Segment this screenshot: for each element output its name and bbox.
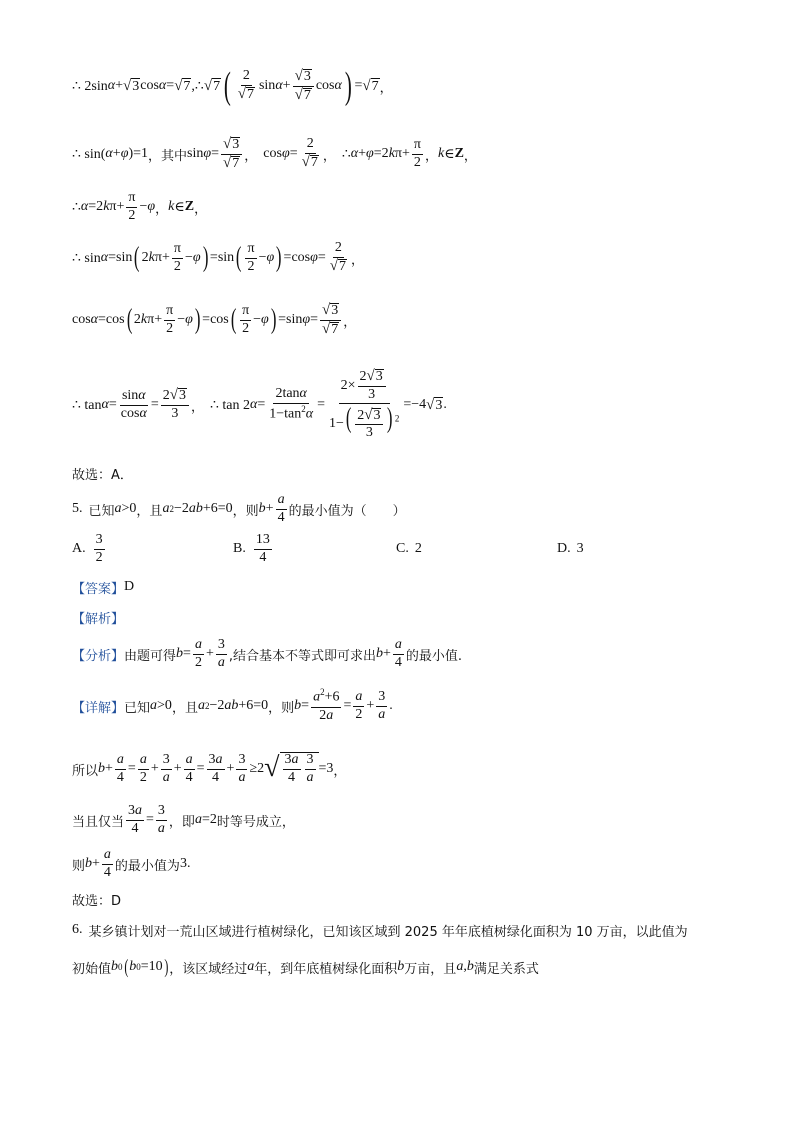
- q5-fenxi-line: 【分析】 由题可得 b = $\frac{a}{2}$ + $\frac{3}{a}$ ,结合基本不等式即可求出 b + $\frac{a}{4}$ 的最小值.: [72, 636, 463, 670]
- solution-line-2: ∴ sin( α + φ )=1 ，其中 sin φ = √ 3 √ 7 ， cos φ = 2 √ 7 ， ∴ α + φ =2 k π+ $\frac{\pi}{2}$ ， k ∈ Z ，: [72, 135, 477, 171]
- q5-answer-line: [72, 578, 134, 596]
- option-letter: C.: [396, 541, 409, 556]
- q5-ze-line: 则 b + $\frac{a}{4}$ 的最小值为 3 .: [72, 846, 191, 880]
- option-b-den: 4: [259, 549, 267, 565]
- q5-dangqie-line: 当且仅当 $\frac{3a}{4}$ = $\frac{3}{a}$ ，即 a =2 时等号成立，: [72, 802, 295, 836]
- q5-stem: 5. 已知 a >0 ，且 a 2 −2 ab +6=0 ，则 b + $\frac{a}{4}$ 的最小值为（ ）: [72, 491, 406, 525]
- q5-analysis-line: [72, 608, 124, 626]
- option-b-num: 13: [254, 533, 272, 550]
- ze-text: 则: [72, 858, 86, 874]
- dangqie-text: 当且仅当: [72, 814, 125, 830]
- q6-text-1: 某乡镇计划对一荒山区域进行植树绿化，已知该区域到 2025 年年底植树绿化面积为 10 万亩，以此值为: [88, 924, 688, 940]
- q5-stem-2: ，且: [136, 503, 163, 519]
- q5-option-a[interactable]: [72, 530, 107, 568]
- option-a-den: 2: [95, 549, 103, 565]
- q6-text-2b: ，该区域经过: [169, 961, 248, 977]
- q5-stem-3: ，则: [232, 503, 259, 519]
- dangqie-text-3: 时等号成立，: [216, 814, 295, 830]
- q6-text-2c: 年，到年底植树绿化面积: [254, 961, 398, 977]
- line-6-text: ，: [190, 399, 204, 415]
- option-letter: B.: [233, 541, 246, 556]
- option-letter: A.: [72, 541, 86, 556]
- solution-line-5: cos α =cos ( 2 k π+ $\frac{\pi}{2}$ − φ ) =cos ( $\frac{\pi}{2}$ − φ ) =sin φ = √ 3 √ 7 ，: [72, 301, 357, 337]
- ze-text-2: 的最小值为: [114, 858, 180, 874]
- xiangjie-tag: 【详解】: [72, 700, 125, 716]
- q5-stem-4: 的最小值为（ ）: [288, 503, 406, 519]
- conclusion-a: 故选：A．: [72, 467, 133, 483]
- solution-line-6: ∴ tan α = $\frac{\sin\alpha}{\cos\alpha}$ = 2 √ 3 3 ， ∴ tan 2 α = $\frac{2\tan\alpha}{1-\tan^2\alpha}$ = 2× 2 √ 3 3 1−( 2 √ 3 3 ) $^2$ =−4 √ 3 .: [72, 368, 447, 441]
- q5-option-b[interactable]: [233, 530, 274, 568]
- xj-text-2: ，且: [171, 700, 198, 716]
- q5-suoyi-line: 所以 b + $\frac{a}{4}$ = $\frac{a}{2}$ + $\frac{3}{a}$ + $\frac{a}{4}$ = $\frac{3a}{4}$ + $\frac{3}{a}$ ≥2 √ $\frac{3a}{4}$ $\frac{3}{a}$ =3 ，: [72, 751, 347, 785]
- line-2-text-1: ，其中: [148, 148, 188, 164]
- fenxi-text-3: 的最小值.: [405, 648, 463, 664]
- analysis-tag: 【解析】: [72, 611, 125, 627]
- xj-text-3: ，则: [268, 700, 295, 716]
- line-5-text: ，: [343, 314, 357, 330]
- ze-end: .: [186, 856, 191, 871]
- q6-number: 6.: [72, 922, 83, 937]
- min-value: 3: [179, 856, 187, 871]
- option-d-value: 3: [576, 541, 584, 556]
- q6-text-2d: 万亩，且: [404, 961, 457, 977]
- line-4-text: ，: [351, 252, 365, 268]
- conclusion-d: 故选：D: [72, 893, 122, 909]
- solution-line-4: ∴ sin α =sin ( 2 k π+ $\frac{\pi}{2}$ − φ ) =sin ( $\frac{\pi}{2}$ − φ ) =cos φ = 2 √ 7 ，: [72, 240, 365, 274]
- q5-number: 5.: [72, 501, 83, 516]
- fenxi-text-1: 由题可得: [124, 648, 177, 664]
- fenxi-tag: 【分析】: [72, 648, 125, 664]
- option-c-value: 2: [414, 541, 422, 556]
- answer-value: D: [124, 579, 135, 594]
- q6-text-2a: 初始值: [72, 961, 112, 977]
- option-letter: D.: [557, 541, 571, 556]
- q5-xiangjie-line: 【详解】 已知 a >0 ，且 a 2 −2 ab +6=0 ，则 b = $\frac{a^2+6}{2a}$ = $\frac{a}{2}$ + $\frac{3}{a}$ .: [72, 687, 393, 723]
- solution-line-3: ∴ α =2 k π+ $\frac{\pi}{2}$ − φ ， k ∈ Z ，: [72, 189, 208, 223]
- suoyi-end: ，: [333, 763, 347, 779]
- line-2-text-4: ，: [424, 148, 438, 164]
- xj-end: .: [389, 698, 393, 713]
- line-2-text-3: ，: [322, 148, 336, 164]
- line-2-text-2: ，: [244, 148, 258, 164]
- q5-stem-1: 已知: [88, 503, 115, 519]
- fenxi-text-2: ,结合基本不等式即可求出: [228, 648, 376, 664]
- solution-line-1: ∴ 2sin α + √ 3 cos α = √ 7 ,∴ √ 7 ( 2 √ 7 sin α + √ 3 √ 7 cos α ) = √ 7 ，: [72, 65, 393, 107]
- q6-line-2: 初始值 b 0 ( b 0 =10 ) ，该区域经过 a 年，到年底植树绿化面积 b 万亩，且 a , b 满足关系式: [72, 956, 539, 978]
- option-a-num: 3: [94, 533, 105, 550]
- line-3-text: ，: [155, 201, 169, 217]
- q5-option-d[interactable]: [557, 540, 584, 558]
- line-1-comma: ，: [379, 80, 393, 96]
- suoyi-text: 所以: [72, 763, 99, 779]
- q6-text-2e: 满足关系式: [473, 961, 539, 977]
- q5-option-c[interactable]: [396, 540, 422, 558]
- dangqie-text-2: ，即: [168, 814, 195, 830]
- q6-line-1: [72, 920, 688, 940]
- xj-text-1: 已知: [124, 700, 151, 716]
- answer-tag: 【答案】: [72, 581, 125, 597]
